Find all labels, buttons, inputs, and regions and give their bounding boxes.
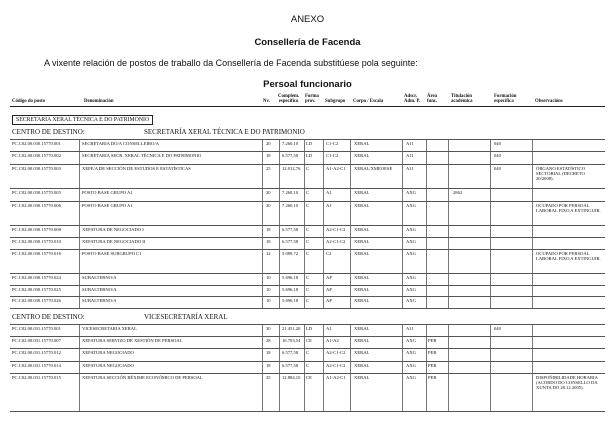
col-codigo: Código do posto [12,99,46,104]
row-rule [10,225,605,226]
cell-complemento: 6.577,58 [282,350,299,355]
cell-area: PER [428,375,437,380]
cell-formacion: 040 [494,326,501,331]
cell-adscr: A11 [406,326,414,331]
cell-forma-prov: LD [306,153,313,158]
cell-forma-prov: C [306,251,310,256]
row-rule [10,249,605,250]
cell-adscr: AXG [406,298,416,303]
column-divider [532,324,533,411]
cell-nivel: 10 [266,287,271,292]
column-divider [323,324,324,411]
section-box: SECRETARÍA XERAL TÉCNICA E DO PATRIMONIO [12,115,153,125]
row-rule [10,151,605,152]
col-area-2: func. [427,99,438,105]
cell-subgrupo: A2-C1-C2 [326,227,346,232]
cell-code: PC.C02.00.030.15770.010 [12,239,61,244]
cell-denominacion: XEFATURA SECCIÓN RÉXIME ECONÓMICO DE PERSOAL [82,375,203,380]
cell-forma-prov: C [306,203,310,208]
row-rule [10,411,605,412]
cell-forma-prov: C [306,275,310,280]
cell-forma-prov: C [306,287,310,292]
col-titulacion [451,94,473,105]
cell-nivel: 10 [266,298,271,303]
row-rule [10,296,605,297]
column-divider [490,324,491,411]
cell-denominacion: SUBALTERNO/A [82,287,117,292]
cell-observacions: DISPOÑIBILIDADE HORARIA (ACORDO DO CONSELLO DA XUNTA DO 28.12.2005). [536,375,598,391]
cell-complemento: 6.577,58 [282,227,299,232]
cell-subgrupo: A1 [326,203,332,208]
cell-denominacion: XEFE/A DE SECCIÓN DE ESTUDOS E ESTATÍSTICAS [82,166,191,171]
row-rule [10,361,605,362]
cell-subgrupo: A1 [326,326,332,331]
cell-forma-prov: LD [306,326,313,331]
cell-complemento: 5.696,18 [282,298,299,303]
cell-denominacion: XEFATURA NEGOCIADO [82,350,134,355]
col-complemento-2: específico [278,99,299,105]
col-area [427,94,437,105]
cell-nivel: 18 [266,350,271,355]
cell-nivel: 18 [266,153,271,158]
cell-subgrupo: A1-A2 [326,338,339,343]
col-denominacion: Denominación [84,99,114,104]
cell-forma-prov: LD [306,141,313,146]
cell-nivel: 28 [266,338,271,343]
cell-corpo: XERAL [354,287,370,292]
cell-adscr: AXG [406,350,416,355]
col-formacion-2: específica [494,99,514,105]
cell-area: PER [428,338,437,343]
cell-subgrupo: A1-A2-C1 [326,166,346,171]
cell-area: PER [428,350,437,355]
cell-corpo: XERAL/XMEOESE [354,166,393,171]
cell-corpo: XERAL [354,363,370,368]
cell-subgrupo: A1 [326,190,332,195]
cell-denominacion: XEFATURA DE NEGOCIADO I [82,227,144,232]
cell-denominacion: POSTO BASE GRUPO A1 [82,203,133,208]
cell-nivel: 20 [266,141,271,146]
cell-forma-prov: C [306,350,310,355]
cell-corpo: XERAL [354,326,370,331]
department-title: Consellería de Facenda [254,37,361,48]
cell-forma-prov: C [306,298,310,303]
cell-code: PC.C02.00.030.15770.001 [12,141,61,146]
cell-code: PC.C02.00.030.15770.005 [12,190,61,195]
cell-nivel: 30 [266,326,271,331]
cell-complemento: 5.089,72 [282,251,299,256]
cell-formacion: 040 [494,153,501,158]
cell-corpo: XERAL [354,375,370,380]
column-divider [426,324,427,411]
cell-formacion: 040 [494,141,501,146]
col-adscr-1: Adscr. [404,94,418,99]
col-titulacion-1: Titulación [451,94,472,99]
cell-adscr: AXG [406,227,416,232]
col-nivel: Nv. [263,99,270,104]
column-divider [279,324,280,411]
cell-corpo: XERAL [354,153,370,158]
column-divider [402,324,403,411]
cell-forma-prov: C [306,166,310,171]
cell-observacions: OCUPADO POR PERSOAL LABORAL FIXO A EXTINGUIR. [536,251,601,262]
cell-observacions: ÓRGANO ESTATÍSTICO SECTORIAL (DECRETO 20/2008). [536,166,586,182]
cell-code: PC.C02.00.030.15770.002 [12,153,61,158]
cell-nivel: 20 [266,203,271,208]
cell-complemento: 7.260,10 [282,141,299,146]
cell-nivel: 20 [266,190,271,195]
cell-corpo: XERAL [354,190,370,195]
cell-adscr: A11 [406,153,414,158]
cell-denominacion: XEFATURA DE NEGOCIADO II [82,239,146,244]
cell-denominacion: SECRETARIA DO/A CONSELLEIRO/A [82,141,159,146]
cell-code: PC.C02.00.030.15770.003 [12,166,61,171]
cell-complemento: 6.577,58 [282,363,299,368]
cell-adscr: A11 [406,141,414,146]
cell-code: PC.C02.00.030.15770.026 [12,298,61,303]
cell-code: PC.C02.00.031.15770.001 [12,326,61,331]
col-adscr-2: Adm. P. [404,99,421,105]
col-area-1: Área [427,94,438,99]
cell-complemento: 21.451,20 [282,326,301,331]
cell-adscr: AXG [406,239,416,244]
cell-nivel: 25 [266,166,271,171]
centre-name: VICESECRETARÍA XERAL [144,313,228,321]
cell-subgrupo: AP [326,275,332,280]
cell-subgrupo: C1-C2 [326,141,339,146]
cell-forma-prov: C [306,227,310,232]
cell-adscr: AXG [406,338,416,343]
cell-nivel: 18 [266,363,271,368]
centre-label: CENTRO DE DESTINO: [12,128,85,136]
cell-code: PC.C02.00.030.15770.006 [12,203,61,208]
centre-label: CENTRO DE DESTINO: [12,313,85,321]
cell-complemento: 5.696,18 [282,287,299,292]
cell-forma-prov: CE [306,338,312,343]
cell-complemento: 12.884,10 [282,375,301,380]
row-rule [10,237,605,238]
cell-adscr: A11 [406,166,414,171]
cell-complemento: 16.703,54 [282,338,301,343]
row-rule [10,348,605,349]
cell-nivel: 18 [266,239,271,244]
cell-corpo: XERAL [354,203,370,208]
cell-denominacion: XEFATURA SERVIZO DE XESTIÓN DE PERSOAL [82,338,183,343]
cell-subgrupo: A1-A2-C1 [326,375,346,380]
cell-corpo: XERAL [354,350,370,355]
row-rule [10,201,605,202]
row-rule [10,188,605,189]
cell-code: PC.C02.00.031.15770.012 [12,350,61,355]
cell-adscr: AXG [406,190,416,195]
col-subgrupo: Subgrupo [325,99,346,104]
col-forma [305,94,319,105]
col-formacion [494,94,516,105]
column-divider [262,324,263,411]
row-rule [10,373,605,374]
cell-observacions: OCUPADO POR PERSOAL LABORAL FIXO A EXTINGUIR. [536,203,601,214]
cell-forma-prov: C [306,363,310,368]
cell-nivel: 10 [266,275,271,280]
cell-complemento: 5.696,18 [282,275,299,280]
col-adscr [404,94,420,105]
cell-corpo: XERAL [354,298,370,303]
cell-code: PC.C02.00.031.15770.007 [12,338,61,343]
cell-area: PER [428,363,437,368]
cell-nivel: 25 [266,375,271,380]
col-titulacion-2: académica [451,99,473,105]
row-rule [10,308,605,309]
cell-adscr: AXG [406,287,416,292]
col-complemento [278,94,299,105]
row-rule [10,336,605,337]
cell-denominacion: VICESECRETARIA XERAL [82,326,137,331]
section-subtitle: Persoal funcionario [263,79,352,90]
cell-formacion: 040 [494,166,501,171]
cell-complemento: 6.577,58 [282,153,299,158]
cell-subgrupo: AP [326,298,332,303]
cell-forma-prov: C [306,190,310,195]
cell-titulacion: 2862 [453,190,463,195]
cell-adscr: AXG [406,363,416,368]
cell-denominacion: POSTO BASE SUBGRUPO C1 [82,251,142,256]
cell-nivel: 18 [266,227,271,232]
column-divider [79,324,80,411]
header-rule [10,106,605,107]
cell-complemento: 12.012,76 [282,166,301,171]
cell-subgrupo: A2-C1-C2 [326,239,346,244]
column-divider [448,324,449,411]
row-rule [10,285,605,286]
cell-subgrupo: A2-C1-C2 [326,350,346,355]
annex-heading: ANEXO [290,14,325,25]
cell-adscr: AXG [406,275,416,280]
cell-subgrupo: C2 [326,251,332,256]
cell-code: PC.C02.00.030.15770.024 [12,275,61,280]
cell-adscr: AXG [406,203,416,208]
cell-corpo: XERAL [354,239,370,244]
cell-complemento: 7.260,10 [282,190,299,195]
cell-corpo: XERAL [354,275,370,280]
cell-subgrupo: A2-C1-C2 [326,363,346,368]
cell-corpo: XERAL [354,141,370,146]
row-rule [10,139,605,140]
cell-code: PC.C02.00.031.15770.014 [12,363,61,368]
cell-adscr: AXG [406,251,416,256]
cell-denominacion: SUBALTERNO/A [82,275,117,280]
intro-text: A vixente relación de postos de traballo da Consellería de Facenda substitúese pola seguinte: [44,58,418,68]
cell-forma-prov: CE [306,375,312,380]
cell-denominacion: POSTO BASE GRUPO A1 [82,190,133,195]
cell-code: PC.C02.00.030.15770.025 [12,287,61,292]
cell-forma-prov: C [306,239,310,244]
cell-complemento: 7.260,10 [282,203,299,208]
cell-corpo: XERAL [354,227,370,232]
cell-code: PC.C02.00.030.15770.016 [12,251,61,256]
col-corpo: Corpo / Escala [353,99,384,104]
row-rule [10,324,605,325]
cell-denominacion: SECRETARIA SECR. XERAL TÉCNICA E DO PATRIMONIO [82,153,202,158]
cell-subgrupo: AP [326,287,332,292]
col-complemento-1: Complem. [278,94,300,99]
col-forma-1: Forma [305,94,319,99]
centre-name: SECRETARÍA XERAL TÉCNICA E DO PATRIMONIO [144,128,305,136]
cell-code: PC.C02.00.031.15770.015 [12,375,61,380]
cell-nivel: 12 [266,251,271,256]
row-rule [10,273,605,274]
cell-complemento: 6.577,58 [282,239,299,244]
column-divider [350,324,351,411]
col-forma-2: prov. [305,99,316,105]
col-formacion-1: Formación [494,94,517,99]
cell-corpo: XERAL [354,338,370,343]
cell-code: PC.C02.00.030.15770.008 [12,227,61,232]
cell-subgrupo: C1-C2 [326,153,339,158]
cell-denominacion: SUBALTERNO/A [82,298,117,303]
cell-adscr: AXG [406,375,416,380]
column-divider [304,324,305,411]
row-rule [10,164,605,165]
cell-denominacion: XEFATURA NEGOCIADO [82,363,134,368]
col-observacions: Observacións [535,99,563,104]
cell-corpo: XERAL [354,251,370,256]
